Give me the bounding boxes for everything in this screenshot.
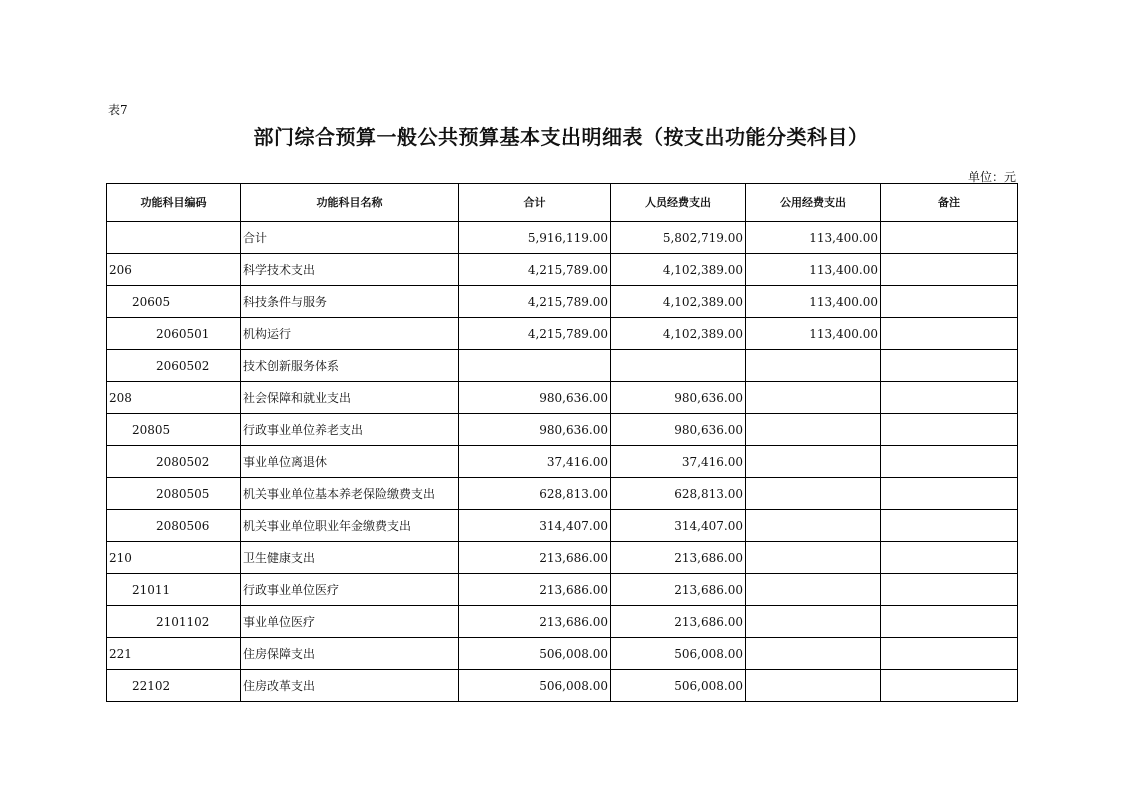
table-row [107, 670, 1018, 702]
cell-public: 113,400.00 [746, 254, 881, 286]
cell-name: 机关事业单位职业年金缴费支出 [241, 510, 459, 542]
cell-public [746, 574, 881, 606]
table-row [107, 350, 1018, 382]
cell-total: 5,916,119.00 [459, 222, 611, 254]
cell-personnel: 213,686.00 [611, 606, 746, 638]
cell-name: 行政事业单位养老支出 [241, 414, 459, 446]
cell-code: 2080505 [107, 478, 241, 510]
cell-name: 卫生健康支出 [241, 542, 459, 574]
cell-note [881, 606, 1018, 638]
cell-public [746, 638, 881, 670]
cell-code: 206 [107, 254, 241, 286]
cell-personnel: 4,102,389.00 [611, 318, 746, 350]
cell-code: 2080502 [107, 446, 241, 478]
cell-personnel: 213,686.00 [611, 574, 746, 606]
table-row [107, 542, 1018, 574]
cell-personnel [611, 350, 746, 382]
cell-name: 科技条件与服务 [241, 286, 459, 318]
cell-public [746, 606, 881, 638]
cell-personnel: 37,416.00 [611, 446, 746, 478]
cell-note [881, 542, 1018, 574]
cell-public: 113,400.00 [746, 286, 881, 318]
table-row [107, 510, 1018, 542]
cell-public [746, 510, 881, 542]
cell-code: 208 [107, 382, 241, 414]
column-header-code: 功能科目编码 [107, 184, 241, 222]
table-row [107, 478, 1018, 510]
cell-note [881, 670, 1018, 702]
cell-note [881, 318, 1018, 350]
cell-total: 506,008.00 [459, 638, 611, 670]
cell-total: 314,407.00 [459, 510, 611, 542]
cell-code: 20805 [107, 414, 241, 446]
cell-note [881, 286, 1018, 318]
cell-code: 2101102 [107, 606, 241, 638]
column-header-personnel: 人员经费支出 [611, 184, 746, 222]
cell-name: 机关事业单位基本养老保险缴费支出 [241, 478, 459, 510]
cell-name: 住房保障支出 [241, 638, 459, 670]
cell-total: 4,215,789.00 [459, 318, 611, 350]
page-title: 部门综合预算一般公共预算基本支出明细表（按支出功能分类科目） [253, 125, 869, 149]
cell-code: 210 [107, 542, 241, 574]
cell-total: 4,215,789.00 [459, 286, 611, 318]
cell-personnel: 980,636.00 [611, 414, 746, 446]
cell-note [881, 478, 1018, 510]
cell-name: 技术创新服务体系 [241, 350, 459, 382]
cell-total [459, 350, 611, 382]
cell-name: 合计 [241, 222, 459, 254]
cell-note [881, 382, 1018, 414]
cell-note [881, 350, 1018, 382]
cell-code: 21011 [107, 574, 241, 606]
cell-name: 住房改革支出 [241, 670, 459, 702]
table-row [107, 638, 1018, 670]
cell-note [881, 510, 1018, 542]
table-row [107, 254, 1018, 286]
cell-code: 2080506 [107, 510, 241, 542]
cell-public: 113,400.00 [746, 222, 881, 254]
cell-total: 506,008.00 [459, 670, 611, 702]
cell-note [881, 222, 1018, 254]
cell-public [746, 542, 881, 574]
cell-personnel: 628,813.00 [611, 478, 746, 510]
cell-name: 机构运行 [241, 318, 459, 350]
cell-code: 2060501 [107, 318, 241, 350]
cell-note [881, 574, 1018, 606]
cell-public [746, 670, 881, 702]
cell-public [746, 446, 881, 478]
cell-name: 事业单位医疗 [241, 606, 459, 638]
cell-note [881, 414, 1018, 446]
cell-total: 980,636.00 [459, 382, 611, 414]
cell-personnel: 5,802,719.00 [611, 222, 746, 254]
table-row [107, 574, 1018, 606]
cell-code: 20605 [107, 286, 241, 318]
table-row [107, 222, 1018, 254]
table-row [107, 446, 1018, 478]
cell-public [746, 478, 881, 510]
cell-personnel: 213,686.00 [611, 542, 746, 574]
cell-personnel: 4,102,389.00 [611, 286, 746, 318]
cell-total: 37,416.00 [459, 446, 611, 478]
column-header-public: 公用经费支出 [746, 184, 881, 222]
column-header-note: 备注 [881, 184, 1018, 222]
cell-public [746, 350, 881, 382]
table-header-row [107, 184, 1018, 222]
unit-label: 单位：元 [967, 170, 1016, 184]
table-row [107, 414, 1018, 446]
cell-note [881, 446, 1018, 478]
column-header-name: 功能科目名称 [241, 184, 459, 222]
table-row [107, 318, 1018, 350]
cell-total: 213,686.00 [459, 542, 611, 574]
cell-personnel: 506,008.00 [611, 638, 746, 670]
column-header-total: 合计 [459, 184, 611, 222]
cell-total: 628,813.00 [459, 478, 611, 510]
cell-personnel: 980,636.00 [611, 382, 746, 414]
table-row [107, 606, 1018, 638]
cell-public: 113,400.00 [746, 318, 881, 350]
cell-public [746, 382, 881, 414]
cell-code [107, 222, 241, 254]
table-number: 表7 [108, 103, 128, 117]
cell-personnel: 4,102,389.00 [611, 254, 746, 286]
cell-note [881, 254, 1018, 286]
cell-total: 213,686.00 [459, 606, 611, 638]
budget-table [106, 183, 1018, 702]
cell-code: 2060502 [107, 350, 241, 382]
cell-name: 事业单位离退休 [241, 446, 459, 478]
cell-code: 221 [107, 638, 241, 670]
cell-personnel: 314,407.00 [611, 510, 746, 542]
cell-name: 行政事业单位医疗 [241, 574, 459, 606]
cell-public [746, 414, 881, 446]
cell-code: 22102 [107, 670, 241, 702]
cell-total: 980,636.00 [459, 414, 611, 446]
table-row [107, 382, 1018, 414]
cell-total: 213,686.00 [459, 574, 611, 606]
cell-name: 科学技术支出 [241, 254, 459, 286]
cell-personnel: 506,008.00 [611, 670, 746, 702]
table-row [107, 286, 1018, 318]
cell-name: 社会保障和就业支出 [241, 382, 459, 414]
cell-total: 4,215,789.00 [459, 254, 611, 286]
cell-note [881, 638, 1018, 670]
